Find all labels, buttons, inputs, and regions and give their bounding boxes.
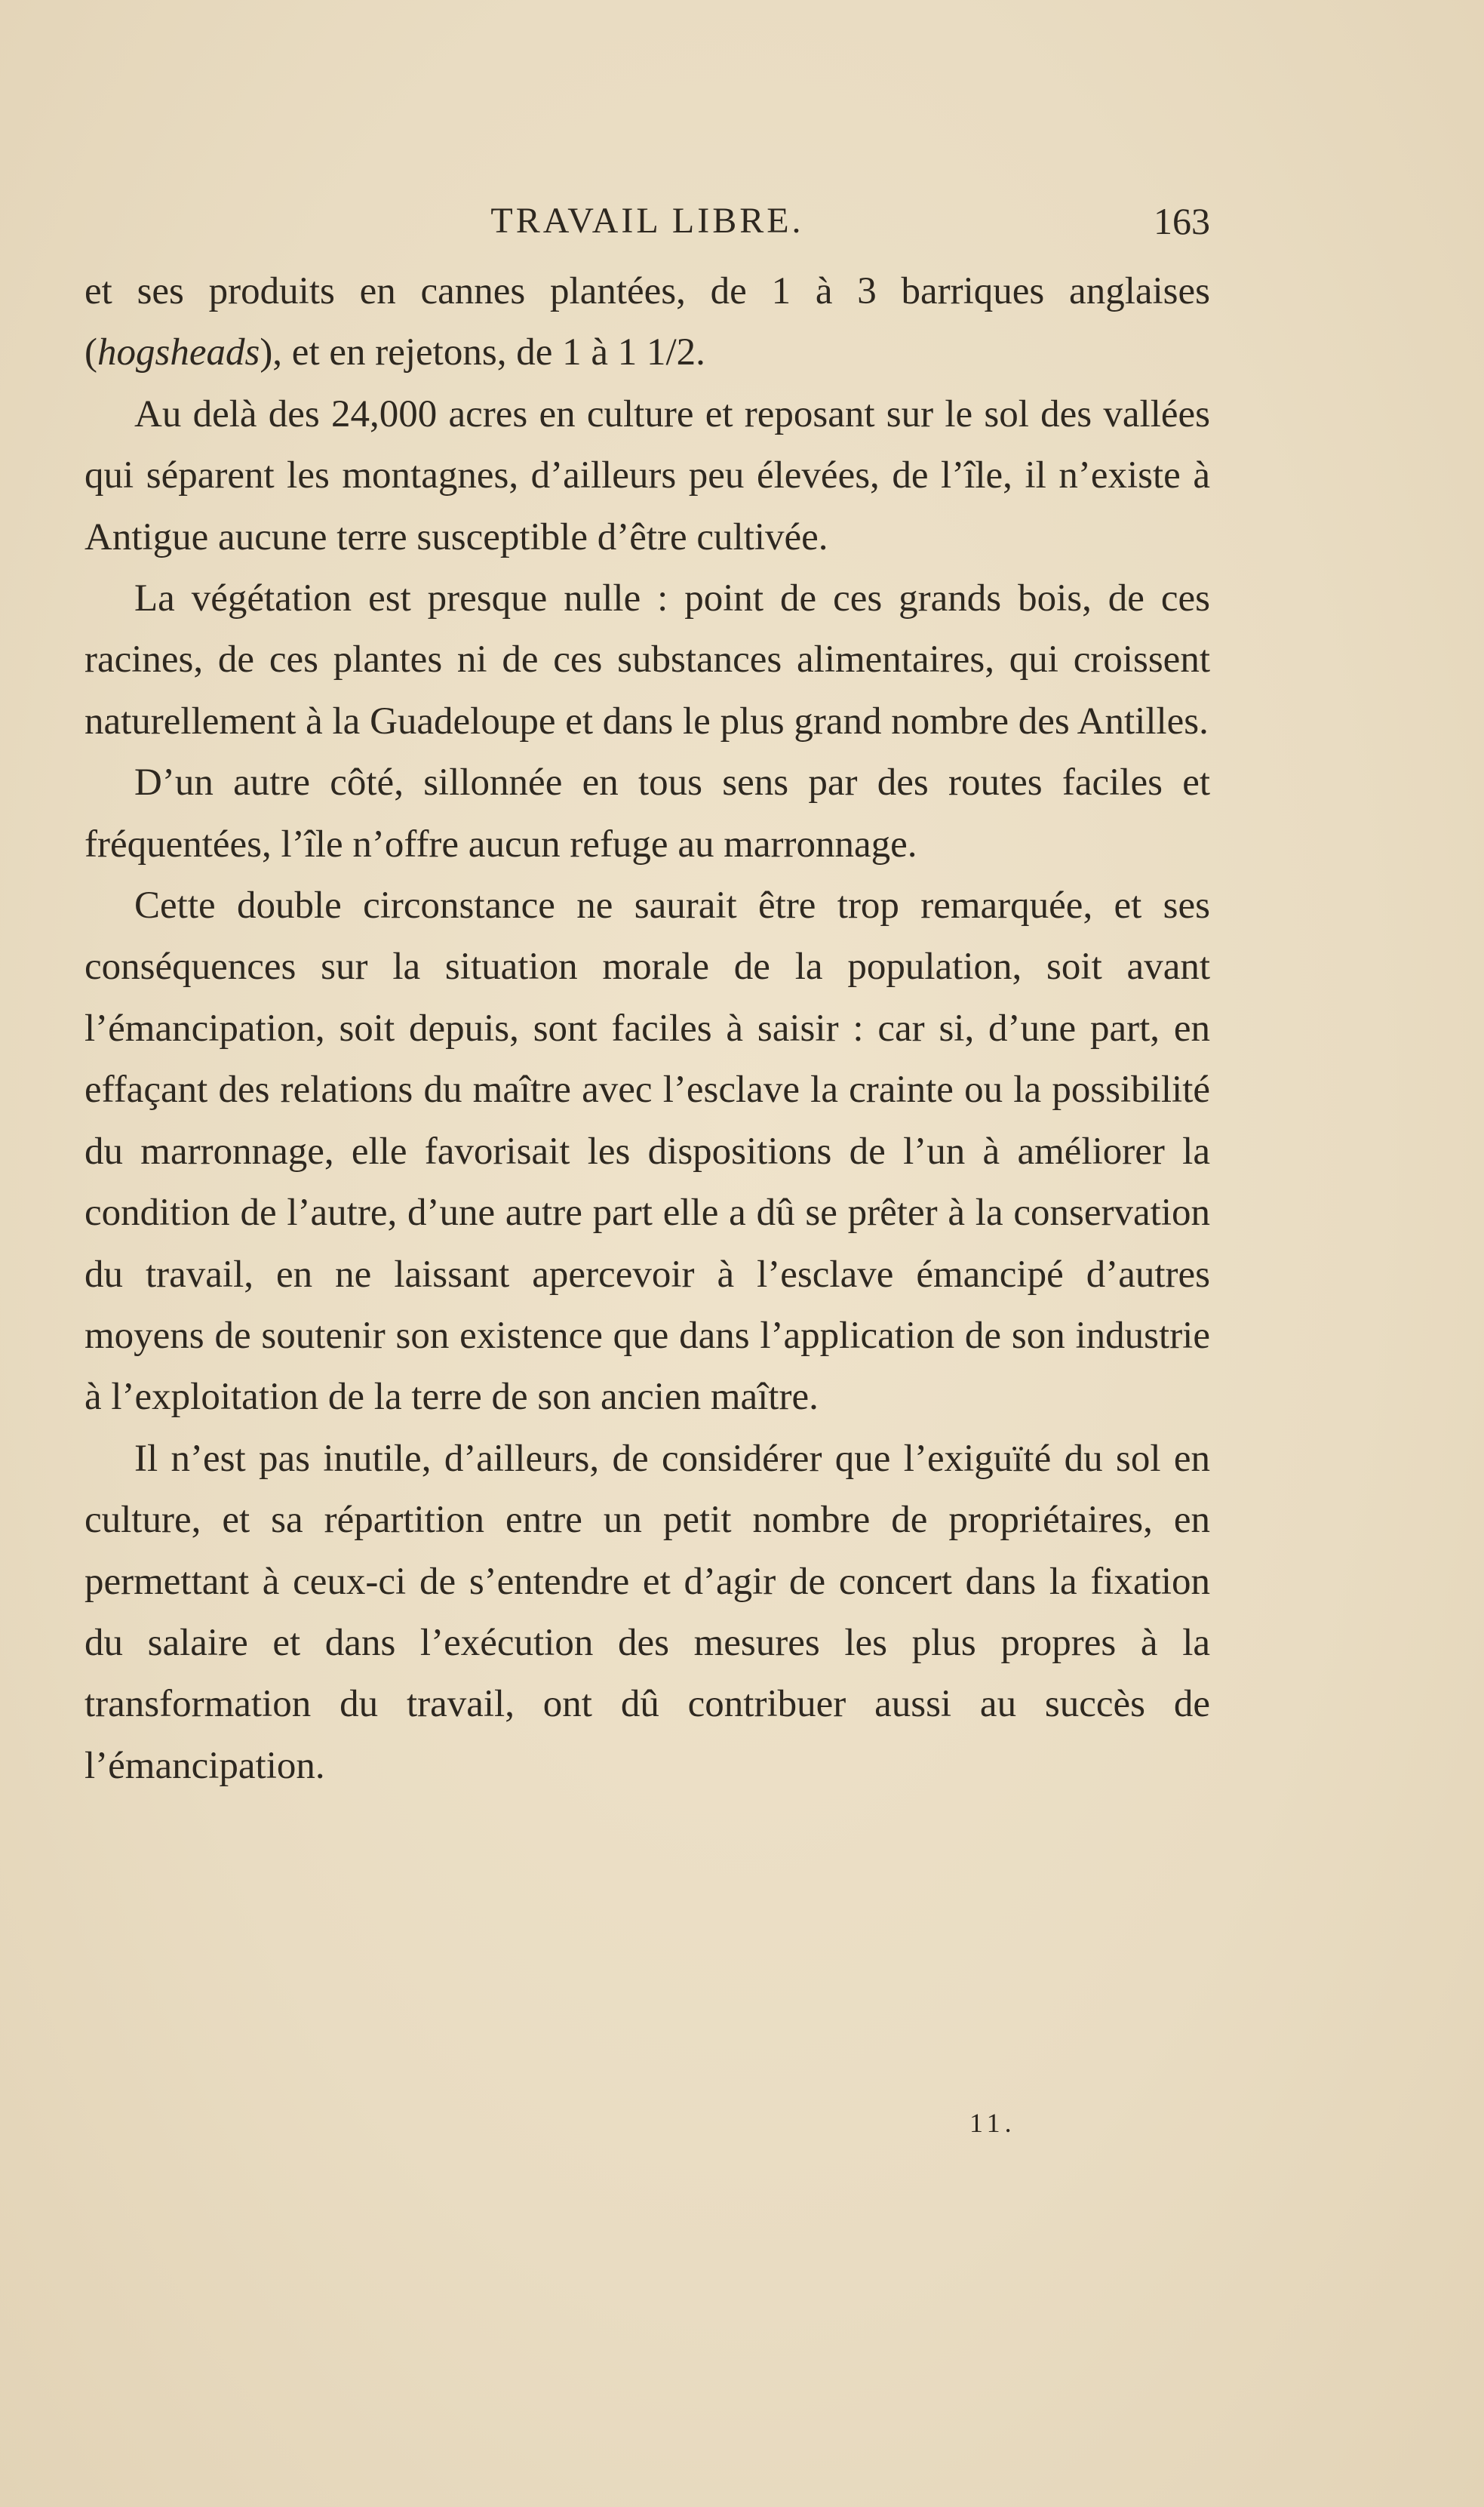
page-number: 163 — [1154, 200, 1210, 242]
paragraph-1-text-after: ), et en rejetons, de 1 à 1 1/2. — [260, 331, 705, 374]
paragraph-2: Au delà des 24,000 acres en culture et reposant sur le sol des vallées qui séparent les montagnes, d’ailleurs peu élevées, de l’île, il n’existe à Antigue aucune terre susceptible d’être cultivée. — [84, 392, 1210, 558]
paragraph-1-text-before: et ses produits en cannes plantées, de 1 à 3 barriques anglaises ( — [84, 270, 1210, 374]
paragraph-3: La végétation est presque nulle : point de ces grands bois, de ces racines, de ces plantes ni de ces substances alimentaires, qui croissent naturellement à la Guadeloupe et dans le plus grand nombre des Antilles. — [84, 577, 1210, 743]
paragraph-5: Cette double circonstance ne saurait être trop remarquée, et ses conséquences sur la situation morale de la population, soit avant l’émancipation, soit depuis, sont faciles à saisir : car si, d’une part, en effaçant des relations du maître avec l’esclave la crainte ou la possibilité du marronnage, elle favorisait les dispositions de l’un à améliorer la condition de l’autre, d’une autre part elle a dû se prêter à la conservation du travail, en ne laissant apercevoir à l’esclave émancipé d’autres moyens de soutenir son existence que dans l’application de son industrie à l’exploitation de la terre de son ancien maître. — [84, 884, 1210, 1419]
running-head: TRAVAIL LIBRE. — [490, 201, 804, 241]
paragraph-6: Il n’est pas inutile, d’ailleurs, de considérer que l’exiguïté du sol en culture, et sa répartition entre un petit nombre de propriétaires, en permettant à ceux-ci de s’entendre et d’agir de concert dans la fixation du salaire et dans l’exécution des mesures les plus propres à la transformation du travail, ont dû contribuer aussi au succès de l’émancipation. — [84, 1437, 1210, 1787]
paragraph-1-italic-term: hogsheads — [97, 331, 260, 374]
page-header — [84, 195, 1210, 248]
paragraph-4: D’un autre côté, sillonnée en tous sens par des routes faciles et fréquentées, l’île n’offre aucun refuge au marronnage. — [84, 761, 1210, 866]
signature-mark: 11. — [969, 2108, 1016, 2138]
paragraph-1 — [84, 261, 1210, 384]
body-text — [84, 261, 1210, 1797]
